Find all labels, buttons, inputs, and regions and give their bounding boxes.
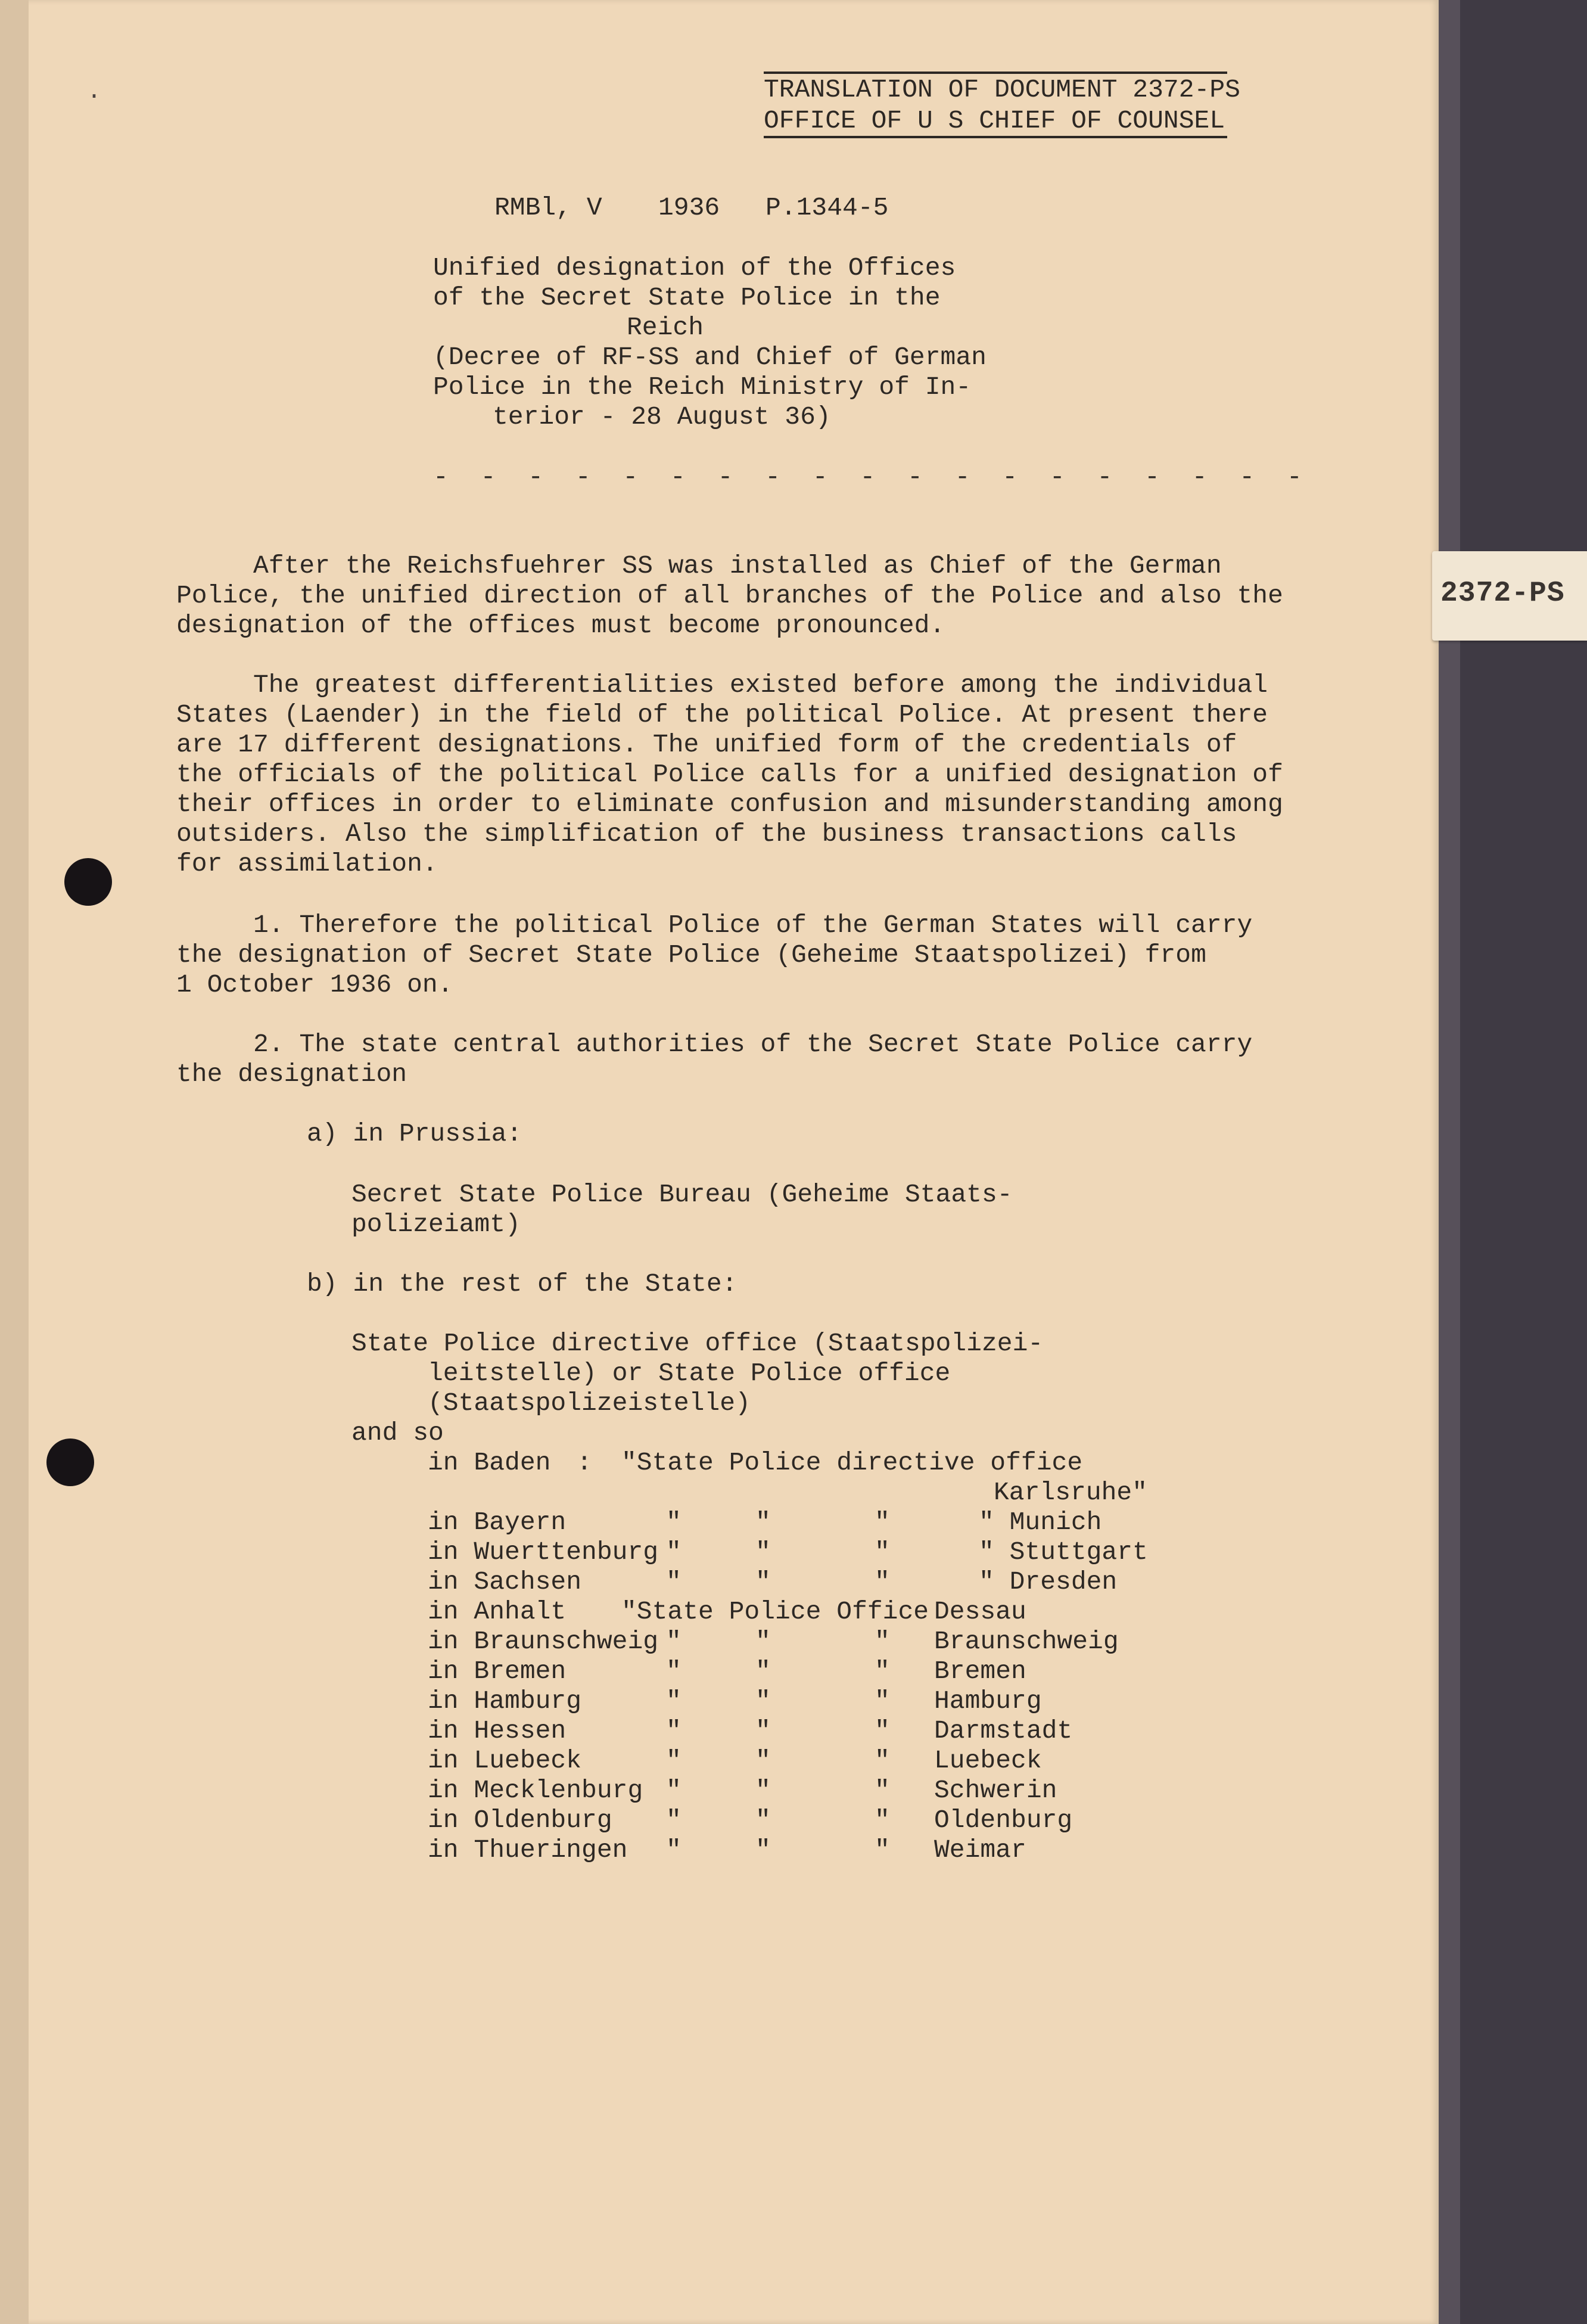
ditto-mark: " xyxy=(755,1686,771,1716)
ditto-mark: " xyxy=(755,1806,771,1835)
para2-line-3: are 17 different designations. The unified form of the credentials of xyxy=(176,730,1237,759)
state-land: in Thueringen xyxy=(428,1835,628,1865)
prussia-text-2: polizeiamt) xyxy=(351,1210,521,1239)
ditto-mark: " xyxy=(875,1537,890,1567)
ditto-mark: " xyxy=(755,1537,771,1567)
state-city: Darmstadt xyxy=(934,1716,1073,1745)
rest-text-3: (Staatspolizeistelle) xyxy=(428,1388,751,1418)
state-designation: "State Police directive office xyxy=(621,1448,1083,1477)
state-land: in Hessen xyxy=(428,1716,567,1745)
para2-line-7: for assimilation. xyxy=(176,849,438,878)
state-land: in Oldenburg xyxy=(428,1806,612,1835)
point1-line-2: the designation of Secret State Police (Geheime Staatspolizei) from xyxy=(176,940,1206,970)
ditto-mark: " xyxy=(755,1657,771,1686)
para2-line-6: outsiders. Also the simplification of the business transactions calls xyxy=(176,819,1237,849)
ditto-mark: " xyxy=(755,1776,771,1805)
state-designation: "State Police Office xyxy=(621,1597,929,1626)
state-land: in Mecklenburg xyxy=(428,1776,643,1805)
ditto-mark: " xyxy=(755,1716,771,1745)
ditto-mark: " xyxy=(666,1537,682,1567)
ditto-mark: " xyxy=(666,1776,682,1805)
state-city: " Stuttgart xyxy=(979,1537,1148,1567)
state-city: Karlsruhe" xyxy=(994,1478,1148,1507)
rest-text-1: State Police directive office (Staatspolizei- xyxy=(351,1329,1044,1358)
ditto-mark: " xyxy=(875,1686,890,1716)
rest-text-2: leitstelle) or State Police office xyxy=(428,1359,951,1388)
ditto-mark: " xyxy=(666,1835,682,1865)
and-so: and so xyxy=(351,1418,444,1447)
ditto-mark: " xyxy=(875,1657,890,1686)
state-city: Braunschweig xyxy=(934,1627,1119,1656)
ditto-mark: " xyxy=(666,1716,682,1745)
ditto-mark: " xyxy=(666,1686,682,1716)
ditto-mark: " xyxy=(755,1627,771,1656)
para2-line-4: the officials of the political Police calls for a unified designation of xyxy=(176,760,1283,789)
state-city: Schwerin xyxy=(934,1776,1057,1805)
state-land: in Wuerttenburg xyxy=(428,1537,659,1567)
ditto-mark: " xyxy=(755,1746,771,1775)
state-sep: : xyxy=(577,1448,592,1477)
ditto-mark: " xyxy=(875,1627,890,1656)
separator-dashes: - - - - - - - - - - - - - - - - - - - xyxy=(433,462,1311,492)
ditto-mark: " xyxy=(666,1627,682,1656)
punch-hole-top xyxy=(64,858,112,906)
title-line-1: Unified designation of the Offices xyxy=(433,253,956,282)
state-city: Hamburg xyxy=(934,1686,1042,1716)
citation-year: 1936 xyxy=(658,193,720,222)
exhibit-tab xyxy=(1432,551,1587,641)
page-left-shadow xyxy=(0,0,29,2324)
ditto-mark: " xyxy=(666,1567,682,1596)
state-land: in Bayern xyxy=(428,1508,567,1537)
point2-line-1: 2. The state central authorities of the Secret State Police carry xyxy=(253,1030,1253,1059)
citation-source: RMBl, V xyxy=(494,193,602,222)
header-rule-top xyxy=(764,72,1227,74)
ditto-mark: " xyxy=(875,1716,890,1745)
ditto-mark: " xyxy=(666,1746,682,1775)
state-land: in Baden xyxy=(428,1448,551,1477)
state-city: Bremen xyxy=(934,1657,1026,1686)
ditto-mark: " xyxy=(666,1508,682,1537)
point1-line-3: 1 October 1936 on. xyxy=(176,970,453,999)
para1-line-1: After the Reichsfuehrer SS was installed as Chief of the German xyxy=(253,551,1222,580)
state-city: Luebeck xyxy=(934,1746,1042,1775)
state-land: in Hamburg xyxy=(428,1686,582,1716)
binding-edge xyxy=(1439,0,1460,2324)
point2-line-2: the designation xyxy=(176,1060,407,1089)
title-line-5: Police in the Reich Ministry of In- xyxy=(433,372,972,402)
ditto-mark: " xyxy=(875,1806,890,1835)
state-land: in Anhalt xyxy=(428,1597,567,1626)
citation-page: P.1344-5 xyxy=(766,193,889,222)
ditto-mark: " xyxy=(666,1657,682,1686)
ditto-mark: " xyxy=(755,1508,771,1537)
stray-mark: · xyxy=(87,83,102,110)
rest-label: b) in the rest of the State: xyxy=(307,1269,738,1298)
para1-line-3: designation of the offices must become pronounced. xyxy=(176,611,945,640)
ditto-mark: " xyxy=(666,1806,682,1835)
ditto-mark: " xyxy=(875,1567,890,1596)
state-land: in Bremen xyxy=(428,1657,567,1686)
punch-hole-bottom xyxy=(46,1438,94,1486)
ditto-mark: " xyxy=(755,1567,771,1596)
state-land: in Sachsen xyxy=(428,1567,582,1596)
title-line-6: terior - 28 August 36) xyxy=(493,402,831,431)
ditto-mark: " xyxy=(755,1835,771,1865)
state-city: Weimar xyxy=(934,1835,1026,1865)
state-land: in Braunschweig xyxy=(428,1627,659,1656)
state-city: Oldenburg xyxy=(934,1806,1073,1835)
header-line-2: OFFICE OF U S CHIEF OF COUNSEL xyxy=(764,106,1225,135)
title-line-2: of the Secret State Police in the xyxy=(433,283,941,312)
prussia-label: a) in Prussia: xyxy=(307,1119,522,1148)
ditto-mark: " xyxy=(875,1776,890,1805)
para2-line-5: their offices in order to eliminate confusion and misunderstanding among xyxy=(176,790,1283,819)
state-land: in Luebeck xyxy=(428,1746,582,1775)
state-city: " Munich xyxy=(979,1508,1102,1537)
exhibit-tab-label: 2372-PS xyxy=(1440,577,1565,610)
para2-line-1: The greatest differentialities existed before among the individual xyxy=(253,670,1268,700)
para2-line-2: States (Laender) in the field of the political Police. At present there xyxy=(176,700,1268,729)
para1-line-2: Police, the unified direction of all branches of the Police and also the xyxy=(176,581,1283,610)
ditto-mark: " xyxy=(875,1508,890,1537)
state-city: Dessau xyxy=(934,1597,1026,1626)
ditto-mark: " xyxy=(875,1746,890,1775)
title-line-3: Reich xyxy=(627,313,704,342)
prussia-text-1: Secret State Police Bureau (Geheime Staats- xyxy=(351,1180,1013,1209)
title-line-4: (Decree of RF-SS and Chief of German xyxy=(433,343,987,372)
ditto-mark: " xyxy=(875,1835,890,1865)
header-rule-bottom xyxy=(764,136,1227,138)
header-line-1: TRANSLATION OF DOCUMENT 2372-PS xyxy=(764,75,1240,104)
point1-line-1: 1. Therefore the political Police of the German States will carry xyxy=(253,911,1253,940)
state-city: " Dresden xyxy=(979,1567,1118,1596)
